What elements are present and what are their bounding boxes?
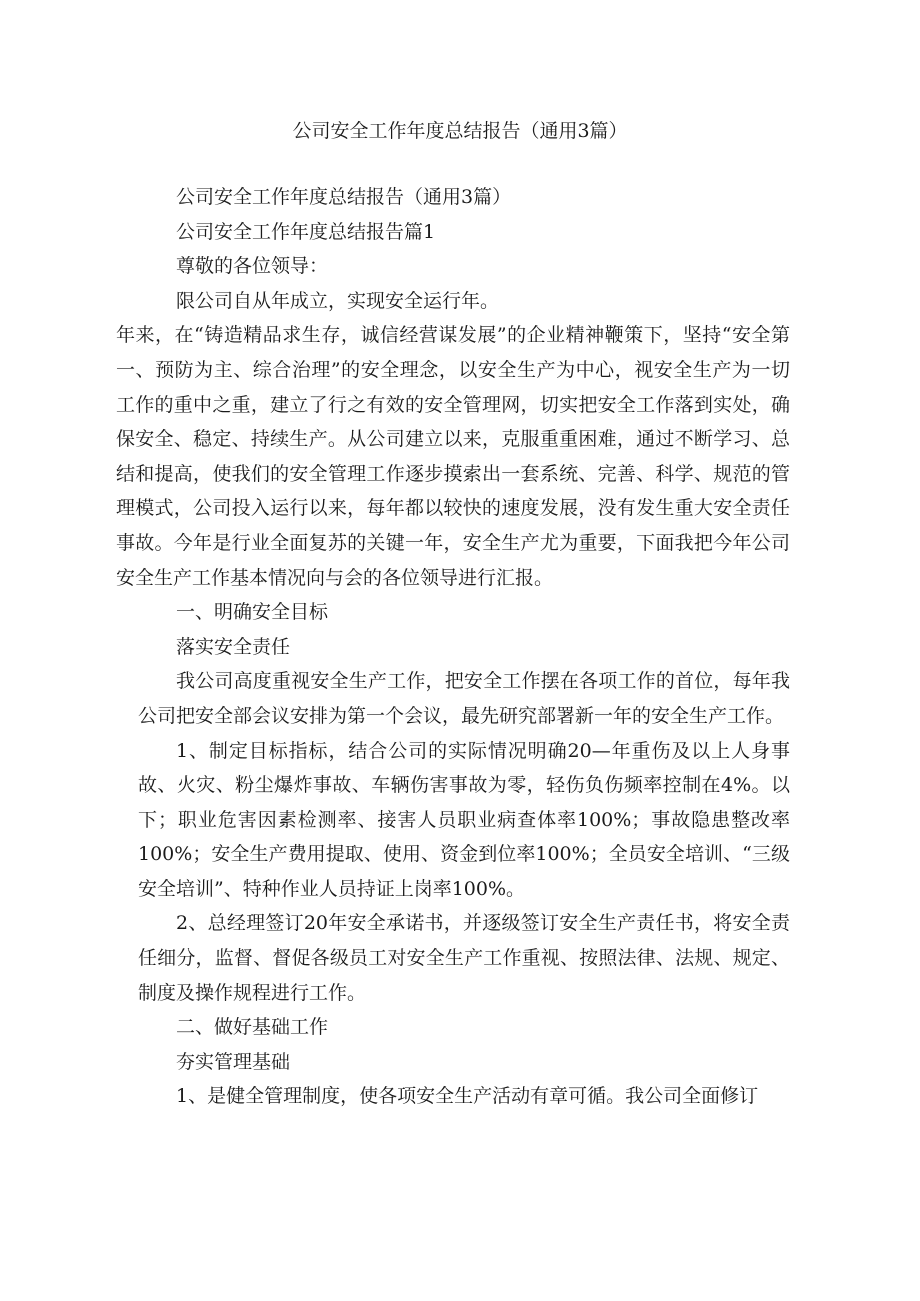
document-title: 公司安全工作年度总结报告（通用3篇） [292,120,628,142]
section-heading: 二、做好基础工作 [176,1016,329,1039]
section-heading: 一、明确安全目标 [176,601,329,624]
body-paragraph: 年来，在“铸造精品求生存，诚信经营谋发展”的企业精神鞭策下，坚持“安全第一、预防为主、综合治理”的安全理念，以安全生产为中心，视安全生产为一切工作的重中之重，建立了行之有效的安全管理网，切实把安全工作落到实处，确保安全、稳定、持续生产。从公司建立以来，克服重重困难，通过不断学习、总结和提高，使我们的安全管理工作逐步摸索出一套系统、完善、科学、规范的管理模式，公司投入运行以来，每年都以较快的速度发展，没有发生重大安全责任事故。今年是行业全面复苏的关键一年，安全生产尤为重要，下面我把今年公司安全生产工作基本情况向与会的各位领导进行汇报。 [116,324,790,589]
section-subheading: 夯实管理基础 [176,1050,291,1073]
list-item: 1、是健全管理制度，使各项安全生产活动有章可循。我公司全面修订 [176,1085,759,1108]
list-item: 1、制定目标指标，结合公司的实际情况明确20—年重伤及以上人身事故、火灾、粉尘爆炸事故、车辆伤害事故为零，轻伤负伤频率控制在4%。以下；职业危害因素检测率、接害人员职业病查体率100%；事故隐患整改率100%；安全生产费用提取、使用、资金到位率100%；全员安全培训、“三级安全培训”、特种作业人员持证上岗率100%。 [138,739,790,900]
salutation: 尊敬的各位领导： [176,255,329,278]
list-item: 2、总经理签订20年安全承诺书，并逐级签订安全生产责任书，将安全责任细分，监督、督促各级员工对安全生产工作重视、按照法律、法规、规定、制度及操作规程进行工作。 [138,912,790,1004]
body-paragraph: 我公司高度重视安全生产工作，把安全工作摆在各项工作的首位，每年我公司把安全部会议安排为第一个会议，最先研究部署新一年的安全生产工作。 [138,670,790,727]
document-body [116,180,790,1114]
section-subheading: 落实安全责任 [176,635,291,658]
body-paragraph: 限公司自从年成立，实现安全运行年。 [176,289,500,312]
section-heading: 公司安全工作年度总结报告篇1 [176,220,436,243]
subtitle-line: 公司安全工作年度总结报告（通用3篇） [176,186,512,208]
